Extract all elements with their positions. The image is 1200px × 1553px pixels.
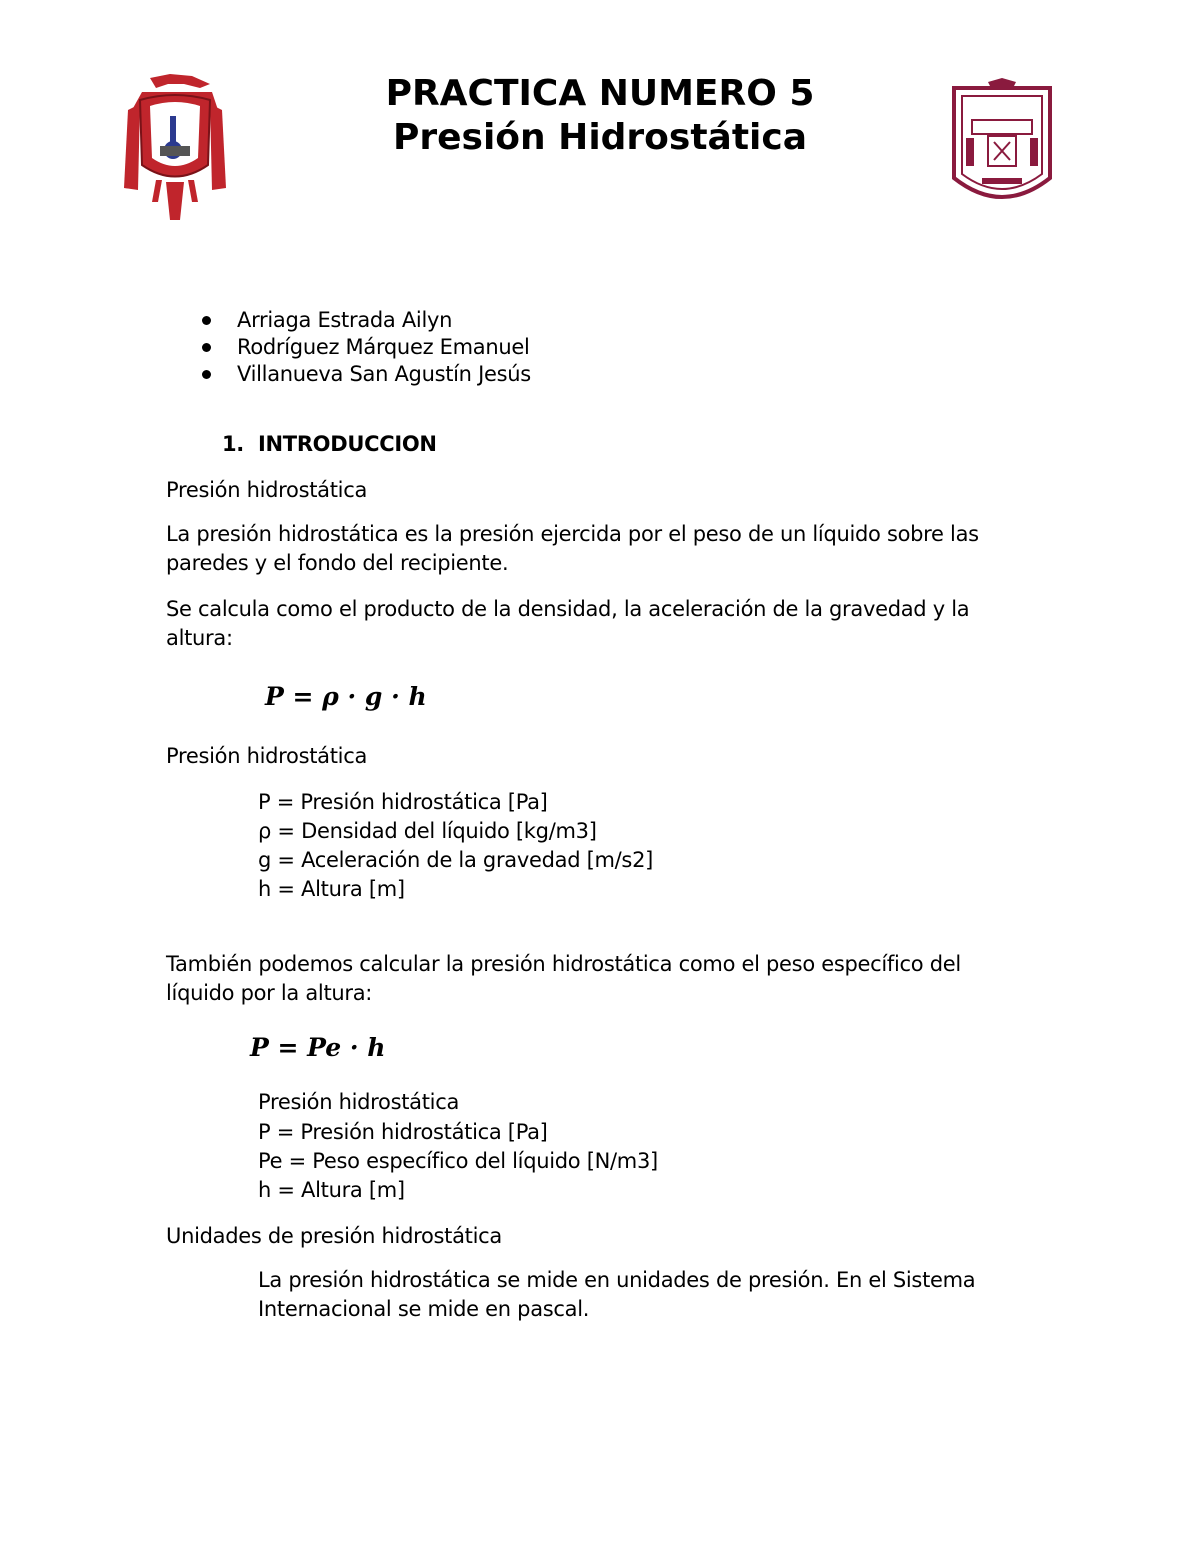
subheading: Presión hidrostática: [166, 478, 368, 502]
section-heading: INTRODUCCION: [258, 432, 437, 456]
paragraph: También podemos calcular la presión hidrostática como el peso específico del líquido por la altura:: [166, 952, 961, 1005]
definition-item: h = Altura [m]: [258, 877, 405, 901]
definition-item: P = Presión hidrostática [Pa]: [258, 1120, 548, 1144]
definition-item: Pe = Peso específico del líquido [N/m3]: [258, 1149, 658, 1173]
paragraph: La presión hidrostática es la presión ejercida por el peso de un líquido sobre las paredes y el fondo del recipiente.: [166, 522, 979, 575]
definition-item: Presión hidrostática: [258, 1090, 460, 1114]
document-title: PRACTICA NUMERO 5: [385, 73, 815, 114]
definition-item: h = Altura [m]: [258, 1178, 405, 1202]
paragraph: Se calcula como el producto de la densidad, la aceleración de la gravedad y la altura:: [166, 597, 970, 650]
definition-item: g = Aceleración de la gravedad [m/s2]: [258, 848, 654, 872]
section-number: 1.: [222, 432, 244, 456]
list-item: Villanueva San Agustín Jesús: [237, 362, 531, 386]
formula: P = ρ · g · h: [265, 682, 427, 711]
bullet-icon: [202, 316, 211, 325]
list-item: Rodríguez Márquez Emanuel: [237, 335, 530, 359]
list-item: Arriaga Estrada Ailyn: [237, 308, 453, 332]
paragraph: La presión hidrostática se mide en unidades de presión. En el Sistema Internacional se mide en pascal.: [258, 1268, 976, 1321]
definition-item: ρ = Densidad del líquido [kg/m3]: [258, 819, 597, 843]
subheading: Presión hidrostática: [166, 744, 368, 768]
document-subtitle: Presión Hidrostática: [392, 117, 808, 158]
definition-item: P = Presión hidrostática [Pa]: [258, 790, 548, 814]
bullet-icon: [202, 343, 211, 352]
formula: P = Pe · h: [250, 1033, 386, 1062]
bullet-icon: [202, 370, 211, 379]
subheading: Unidades de presión hidrostática: [166, 1224, 502, 1248]
